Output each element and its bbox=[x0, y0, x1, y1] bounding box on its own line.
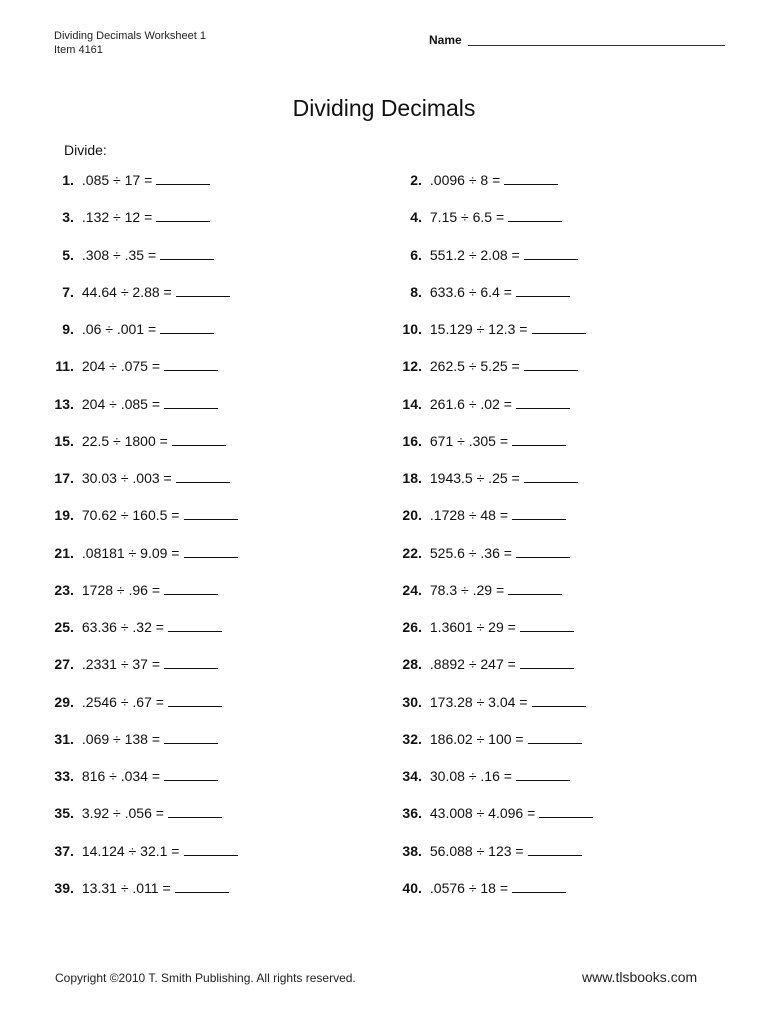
problem-expression: 13.31 ÷ .011 = bbox=[81, 879, 171, 896]
problem-item bbox=[46, 878, 229, 898]
problem-number-period: . bbox=[70, 581, 74, 598]
problem-item bbox=[394, 505, 566, 525]
problem-item bbox=[394, 841, 582, 861]
problem-expression: .08181 ÷ 9.09 = bbox=[81, 544, 180, 561]
answer-blank[interactable] bbox=[539, 805, 593, 818]
problem-number-period: . bbox=[70, 507, 74, 524]
answer-blank[interactable] bbox=[520, 656, 574, 669]
answer-blank[interactable] bbox=[184, 507, 238, 520]
answer-blank[interactable] bbox=[164, 768, 218, 781]
problem-number-period: . bbox=[418, 209, 422, 226]
answer-blank[interactable] bbox=[164, 358, 218, 371]
problem-expression: .308 ÷ .35 = bbox=[81, 246, 157, 263]
problem-expression: 816 ÷ .034 = bbox=[81, 768, 161, 784]
problem-item bbox=[394, 170, 558, 190]
problem-item bbox=[46, 207, 210, 227]
problem-expression: .0576 ÷ 18 = bbox=[429, 879, 509, 896]
problem-expression: .2546 ÷ .67 = bbox=[81, 693, 164, 710]
problem-number: 38 bbox=[402, 842, 418, 859]
problem-number-period: . bbox=[70, 432, 74, 449]
answer-blank[interactable] bbox=[524, 247, 578, 260]
problem-number-period: . bbox=[70, 321, 74, 337]
problem-expression: .06 ÷ .001 = bbox=[81, 321, 157, 337]
problem-expression: 1728 ÷ .96 = bbox=[81, 581, 161, 598]
problem-number: 7 bbox=[62, 283, 70, 300]
problem-number-period: . bbox=[70, 358, 74, 375]
problem-number: 16 bbox=[402, 432, 418, 449]
answer-blank[interactable] bbox=[512, 880, 566, 893]
problem-item bbox=[394, 543, 570, 563]
answer-blank[interactable] bbox=[184, 843, 238, 856]
problem-number: 10 bbox=[402, 321, 418, 337]
problem-expression: 525.6 ÷ .36 = bbox=[429, 544, 512, 561]
item-number: Item 4161 bbox=[54, 44, 103, 56]
problem-item bbox=[394, 282, 570, 302]
problem-item bbox=[46, 319, 214, 339]
problem-number-period: . bbox=[418, 358, 422, 375]
problem-number-period: . bbox=[70, 693, 74, 710]
problem-number: 18 bbox=[402, 470, 418, 486]
problem-number: 17 bbox=[54, 470, 70, 486]
problem-expression: .2331 ÷ 37 = bbox=[81, 656, 161, 673]
problem-item bbox=[46, 170, 210, 190]
problem-expression: 70.62 ÷ 160.5 = bbox=[81, 507, 180, 524]
problem-number: 11 bbox=[55, 358, 70, 375]
problem-item bbox=[46, 468, 230, 488]
problem-number-period: . bbox=[418, 768, 422, 784]
instruction-text: Divide: bbox=[64, 142, 107, 158]
answer-blank[interactable] bbox=[528, 843, 582, 856]
problem-expression: 22.5 ÷ 1800 = bbox=[81, 432, 168, 449]
website-link[interactable]: www.tlsbooks.com bbox=[582, 969, 698, 985]
answer-blank[interactable] bbox=[164, 396, 218, 409]
problem-expression: 30.03 ÷ .003 = bbox=[81, 470, 172, 486]
answer-blank[interactable] bbox=[156, 172, 210, 185]
copyright-notice: Copyright ©2010 T. Smith Publishing. All rights reserved. bbox=[55, 971, 356, 985]
problem-number: 28 bbox=[402, 656, 418, 673]
problem-item bbox=[46, 505, 238, 525]
problem-number-period: . bbox=[70, 656, 74, 673]
problem-expression: .8892 ÷ 247 = bbox=[429, 656, 516, 673]
answer-blank[interactable] bbox=[168, 694, 222, 707]
answer-blank[interactable] bbox=[524, 470, 578, 483]
answer-blank[interactable] bbox=[164, 582, 218, 595]
problem-expression: 78.3 ÷ .29 = bbox=[429, 581, 505, 598]
problem-expression: 1943.5 ÷ .25 = bbox=[429, 470, 520, 486]
answer-blank[interactable] bbox=[516, 284, 570, 297]
problem-number: 30 bbox=[402, 693, 418, 710]
problem-expression: 173.28 ÷ 3.04 = bbox=[429, 693, 528, 710]
problem-number-period: . bbox=[418, 619, 422, 635]
problem-number: 34 bbox=[402, 768, 418, 784]
problem-number: 27 bbox=[54, 656, 70, 673]
problem-number: 21 bbox=[54, 544, 70, 561]
problem-number-period: . bbox=[70, 395, 74, 412]
problem-expression: 14.124 ÷ 32.1 = bbox=[81, 842, 180, 859]
problem-number-period: . bbox=[418, 246, 422, 263]
problem-item bbox=[46, 356, 218, 376]
problem-number: 37 bbox=[54, 842, 70, 859]
problem-number: 40 bbox=[402, 879, 418, 896]
problem-number: 9 bbox=[62, 321, 70, 337]
problem-expression: 3.92 ÷ .056 = bbox=[81, 805, 164, 822]
problem-number-period: . bbox=[70, 544, 74, 561]
problem-number: 5 bbox=[62, 246, 70, 263]
problem-expression: 671 ÷ .305 = bbox=[429, 432, 509, 449]
answer-blank[interactable] bbox=[532, 321, 586, 334]
problem-expression: 30.08 ÷ .16 = bbox=[429, 768, 512, 784]
problem-number-period: . bbox=[418, 544, 422, 561]
problem-item bbox=[46, 580, 218, 600]
answer-blank[interactable] bbox=[172, 433, 226, 446]
problem-number: 25 bbox=[54, 619, 70, 635]
problem-expression: .0096 ÷ 8 = bbox=[429, 172, 501, 188]
answer-blank[interactable] bbox=[516, 396, 570, 409]
problem-expression: 15.129 ÷ 12.3 = bbox=[429, 321, 528, 337]
problem-number-period: . bbox=[418, 321, 422, 337]
problem-number-period: . bbox=[418, 693, 422, 710]
problem-number: 2 bbox=[410, 172, 418, 188]
problem-item bbox=[46, 654, 218, 674]
answer-blank[interactable] bbox=[175, 880, 229, 893]
problem-item bbox=[46, 394, 218, 414]
problem-number-period: . bbox=[418, 432, 422, 449]
problem-number-period: . bbox=[70, 730, 74, 747]
problem-number: 35 bbox=[54, 805, 70, 822]
problem-number-period: . bbox=[418, 507, 422, 524]
problem-expression: 633.6 ÷ 6.4 = bbox=[429, 283, 512, 300]
problem-number: 36 bbox=[402, 805, 418, 822]
problem-number-period: . bbox=[70, 768, 74, 784]
problem-number-period: . bbox=[418, 395, 422, 412]
problem-expression: 551.2 ÷ 2.08 = bbox=[429, 246, 520, 263]
problem-item bbox=[46, 245, 214, 265]
problem-item bbox=[394, 468, 578, 488]
answer-blank[interactable] bbox=[508, 209, 562, 222]
problem-item bbox=[394, 729, 582, 749]
answer-blank[interactable] bbox=[160, 247, 214, 260]
problem-item bbox=[394, 580, 562, 600]
problem-expression: .1728 ÷ 48 = bbox=[429, 507, 509, 524]
problem-number: 15 bbox=[54, 432, 70, 449]
problem-number-period: . bbox=[70, 283, 74, 300]
problem-number: 26 bbox=[402, 619, 418, 635]
problem-expression: 63.36 ÷ .32 = bbox=[81, 619, 164, 635]
problem-item bbox=[394, 654, 574, 674]
problem-item bbox=[46, 431, 226, 451]
answer-blank[interactable] bbox=[168, 619, 222, 632]
problem-expression: .085 ÷ 17 = bbox=[81, 172, 153, 188]
problem-item bbox=[46, 543, 238, 563]
problem-item bbox=[46, 729, 218, 749]
answer-blank[interactable] bbox=[160, 321, 214, 334]
problem-item bbox=[394, 207, 562, 227]
problem-item bbox=[394, 394, 570, 414]
answer-blank[interactable] bbox=[524, 358, 578, 371]
answer-blank[interactable] bbox=[168, 805, 222, 818]
problem-number-period: . bbox=[418, 730, 422, 747]
problem-expression: 262.5 ÷ 5.25 = bbox=[429, 358, 520, 375]
problem-item bbox=[394, 617, 574, 637]
problem-number: 14 bbox=[402, 395, 418, 412]
answer-blank[interactable] bbox=[528, 731, 582, 744]
problem-item bbox=[394, 766, 570, 786]
problem-expression: 1.3601 ÷ 29 = bbox=[429, 619, 516, 635]
problem-number-period: . bbox=[70, 172, 74, 188]
problem-number: 22 bbox=[402, 544, 418, 561]
problem-item bbox=[394, 319, 586, 339]
problem-number-period: . bbox=[70, 879, 74, 896]
problem-number-period: . bbox=[70, 805, 74, 822]
problem-number: 39 bbox=[54, 879, 70, 896]
problem-number-period: . bbox=[418, 283, 422, 300]
problem-number: 29 bbox=[54, 693, 70, 710]
problem-expression: 43.008 ÷ 4.096 = bbox=[429, 805, 536, 822]
problem-number-period: . bbox=[418, 172, 422, 188]
problem-number: 8 bbox=[410, 283, 418, 300]
problem-number-period: . bbox=[418, 879, 422, 896]
problem-number-period: . bbox=[70, 619, 74, 635]
problem-number-period: . bbox=[418, 470, 422, 486]
problem-number-period: . bbox=[70, 842, 74, 859]
problem-item bbox=[46, 803, 222, 823]
problem-number: 3 bbox=[62, 209, 70, 226]
problem-expression: .069 ÷ 138 = bbox=[81, 730, 161, 747]
problem-number: 31 bbox=[54, 730, 70, 747]
problem-number-period: . bbox=[70, 209, 74, 226]
problem-item bbox=[394, 356, 578, 376]
problem-item bbox=[46, 617, 222, 637]
problem-item bbox=[46, 692, 222, 712]
problem-number: 33 bbox=[54, 768, 70, 784]
answer-blank[interactable] bbox=[184, 545, 238, 558]
problem-item bbox=[394, 692, 586, 712]
problem-item bbox=[394, 878, 566, 898]
problem-number-period: . bbox=[70, 470, 74, 486]
problem-number: 32 bbox=[402, 730, 418, 747]
problem-number: 4 bbox=[410, 209, 418, 226]
problem-number: 24 bbox=[402, 581, 418, 598]
problem-expression: 56.088 ÷ 123 = bbox=[429, 842, 524, 859]
answer-blank[interactable] bbox=[176, 470, 230, 483]
answer-blank[interactable] bbox=[516, 768, 570, 781]
problem-item bbox=[46, 282, 230, 302]
problem-item bbox=[394, 431, 566, 451]
answer-blank[interactable] bbox=[520, 619, 574, 632]
problem-number-period: . bbox=[418, 805, 422, 822]
problem-number-period: . bbox=[418, 656, 422, 673]
problem-expression: 204 ÷ .075 = bbox=[81, 358, 161, 375]
problem-expression: 186.02 ÷ 100 = bbox=[429, 730, 524, 747]
answer-blank[interactable] bbox=[504, 172, 558, 185]
problem-item bbox=[394, 245, 578, 265]
problem-number: 13 bbox=[54, 395, 70, 412]
page-title: Dividing Decimals bbox=[292, 95, 476, 121]
worksheet-name: Dividing Decimals Worksheet 1 bbox=[54, 30, 207, 42]
answer-blank[interactable] bbox=[516, 545, 570, 558]
problem-number: 12 bbox=[402, 358, 418, 375]
problem-number-period: . bbox=[418, 581, 422, 598]
problem-number: 23 bbox=[54, 581, 70, 598]
problem-expression: 261.6 ÷ .02 = bbox=[429, 395, 512, 412]
answer-blank[interactable] bbox=[156, 209, 210, 222]
answer-blank[interactable] bbox=[164, 731, 218, 744]
answer-blank[interactable] bbox=[532, 694, 586, 707]
problem-item bbox=[46, 841, 238, 861]
problem-number-period: . bbox=[70, 246, 74, 263]
problem-number: 1 bbox=[62, 172, 70, 188]
answer-blank[interactable] bbox=[164, 656, 218, 669]
answer-blank[interactable] bbox=[176, 284, 230, 297]
problem-expression: 44.64 ÷ 2.88 = bbox=[81, 283, 172, 300]
problem-expression: 204 ÷ .085 = bbox=[81, 395, 161, 412]
answer-blank[interactable] bbox=[508, 582, 562, 595]
answer-blank[interactable] bbox=[512, 433, 566, 446]
problem-number-period: . bbox=[418, 842, 422, 859]
problem-item bbox=[46, 766, 218, 786]
problem-number: 20 bbox=[402, 507, 418, 524]
name-label: Name bbox=[429, 33, 462, 47]
problem-number: 19 bbox=[54, 507, 70, 524]
problem-expression: 7.15 ÷ 6.5 = bbox=[429, 209, 505, 226]
problem-expression: .132 ÷ 12 = bbox=[81, 209, 153, 226]
answer-blank[interactable] bbox=[512, 507, 566, 520]
problem-number: 6 bbox=[410, 246, 418, 263]
problem-item bbox=[394, 803, 593, 823]
